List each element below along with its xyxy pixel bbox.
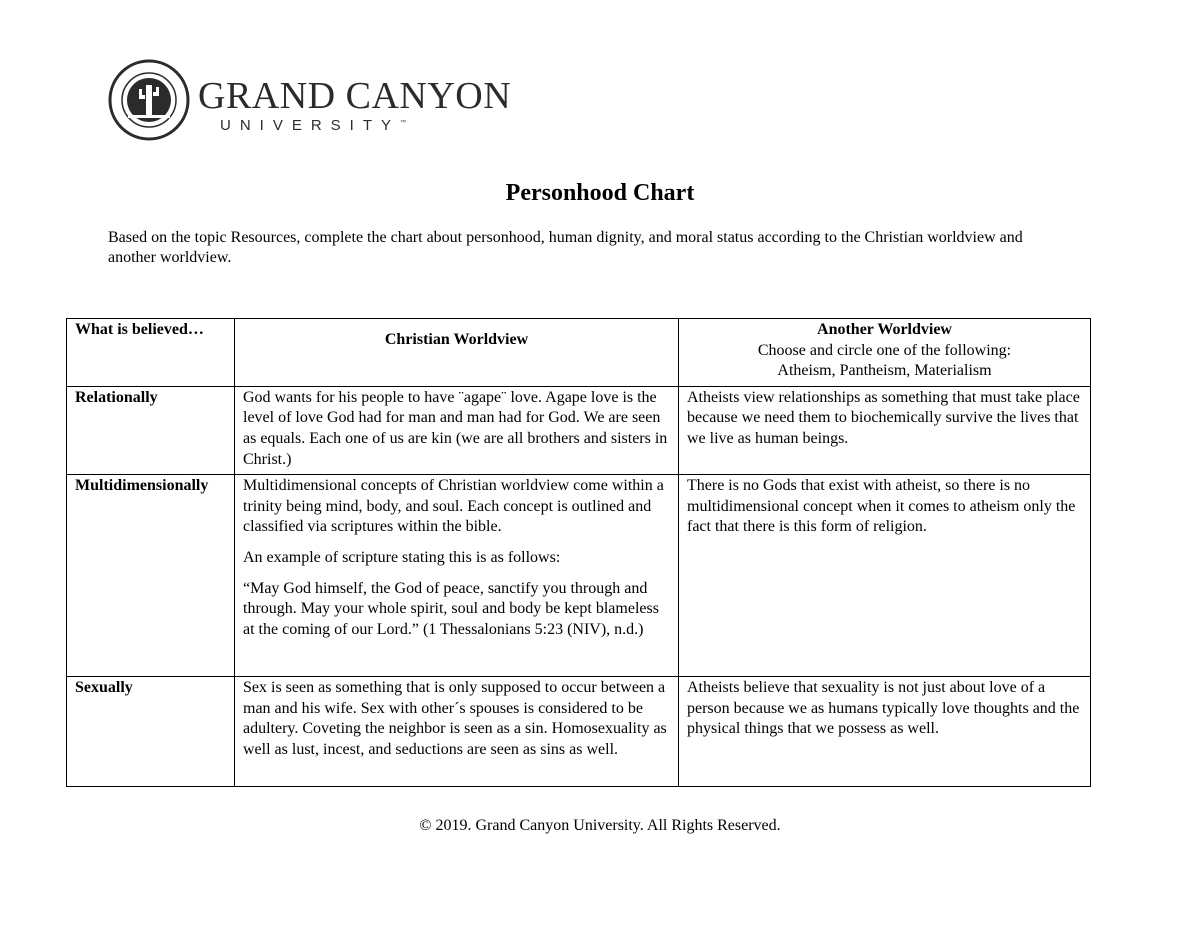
table-row [67,386,1091,474]
other-worldview-cell: Atheists believe that sexuality is not just about love of a person because we as humans typically love thoughts and the physical things that we possess as well. [679,677,1091,787]
christian-cell: God wants for his people to have ¨agape¨ love. Agape love is the level of love God had for man and man had for God. We are seen as equals. Each one of us are kin (we are all brothers and sisters in Christ.) [235,386,679,474]
header-what-is-believed: What is believed… [67,319,235,387]
logo-subtitle: UNIVERSITY™ [220,117,407,134]
christian-cell: Sex is seen as something that is only supposed to occur between a man and his wife. Sex with other´s spouses is considered to be adultery. Coveting the neighbor is seen as a sin. Homosexuality as well as lust, incest, and seductions are seen as sins as well. [235,677,679,787]
copyright-footer: © 2019. Grand Canyon University. All Rights Reserved. [419,817,781,834]
header-another-worldview: Another Worldview Choose and circle one of the following: Atheism, Pantheism, Materialism [679,319,1091,387]
personhood-table [66,318,1091,787]
university-seal-icon [108,59,190,141]
table-row [67,677,1091,787]
other-worldview-cell: Atheists view relationships as something that must take place because we need them to biochemically survive the lives that we live as human beings. [679,386,1091,474]
table-header-row [67,319,1091,387]
page-title: Personhood Chart [505,180,695,206]
logo-wordmark: GRAND CANYON [198,75,512,117]
christian-cell: Multidimensional concepts of Christian worldview come within a trinity being mind, body, and soul. Each concept is outlined and classified via scriptures within the bible. An example of scripture stating this is as follows: “May God himself, the God of peace, sanctify you through and through. May your whole spirit, soul and body be kept blameless at the coming of our Lord.” (1 Thessalonians 5:23 (NIV), n.d.) [235,475,679,677]
row-label: Sexually [67,677,235,787]
row-label: Relationally [67,386,235,474]
other-worldview-cell: There is no Gods that exist with atheist, so there is no multidimensional concept when it comes to atheism only the fact that there is this form of religion. [679,475,1091,677]
university-logo [108,59,512,145]
intro-text: Based on the topic Resources, complete the chart about personhood, human dignity, and moral status according to the Christian worldview and another worldview. [108,229,1023,266]
header-christian-worldview: Christian Worldview [235,319,679,387]
row-label: Multidimensionally [67,475,235,677]
table-row [67,475,1091,677]
